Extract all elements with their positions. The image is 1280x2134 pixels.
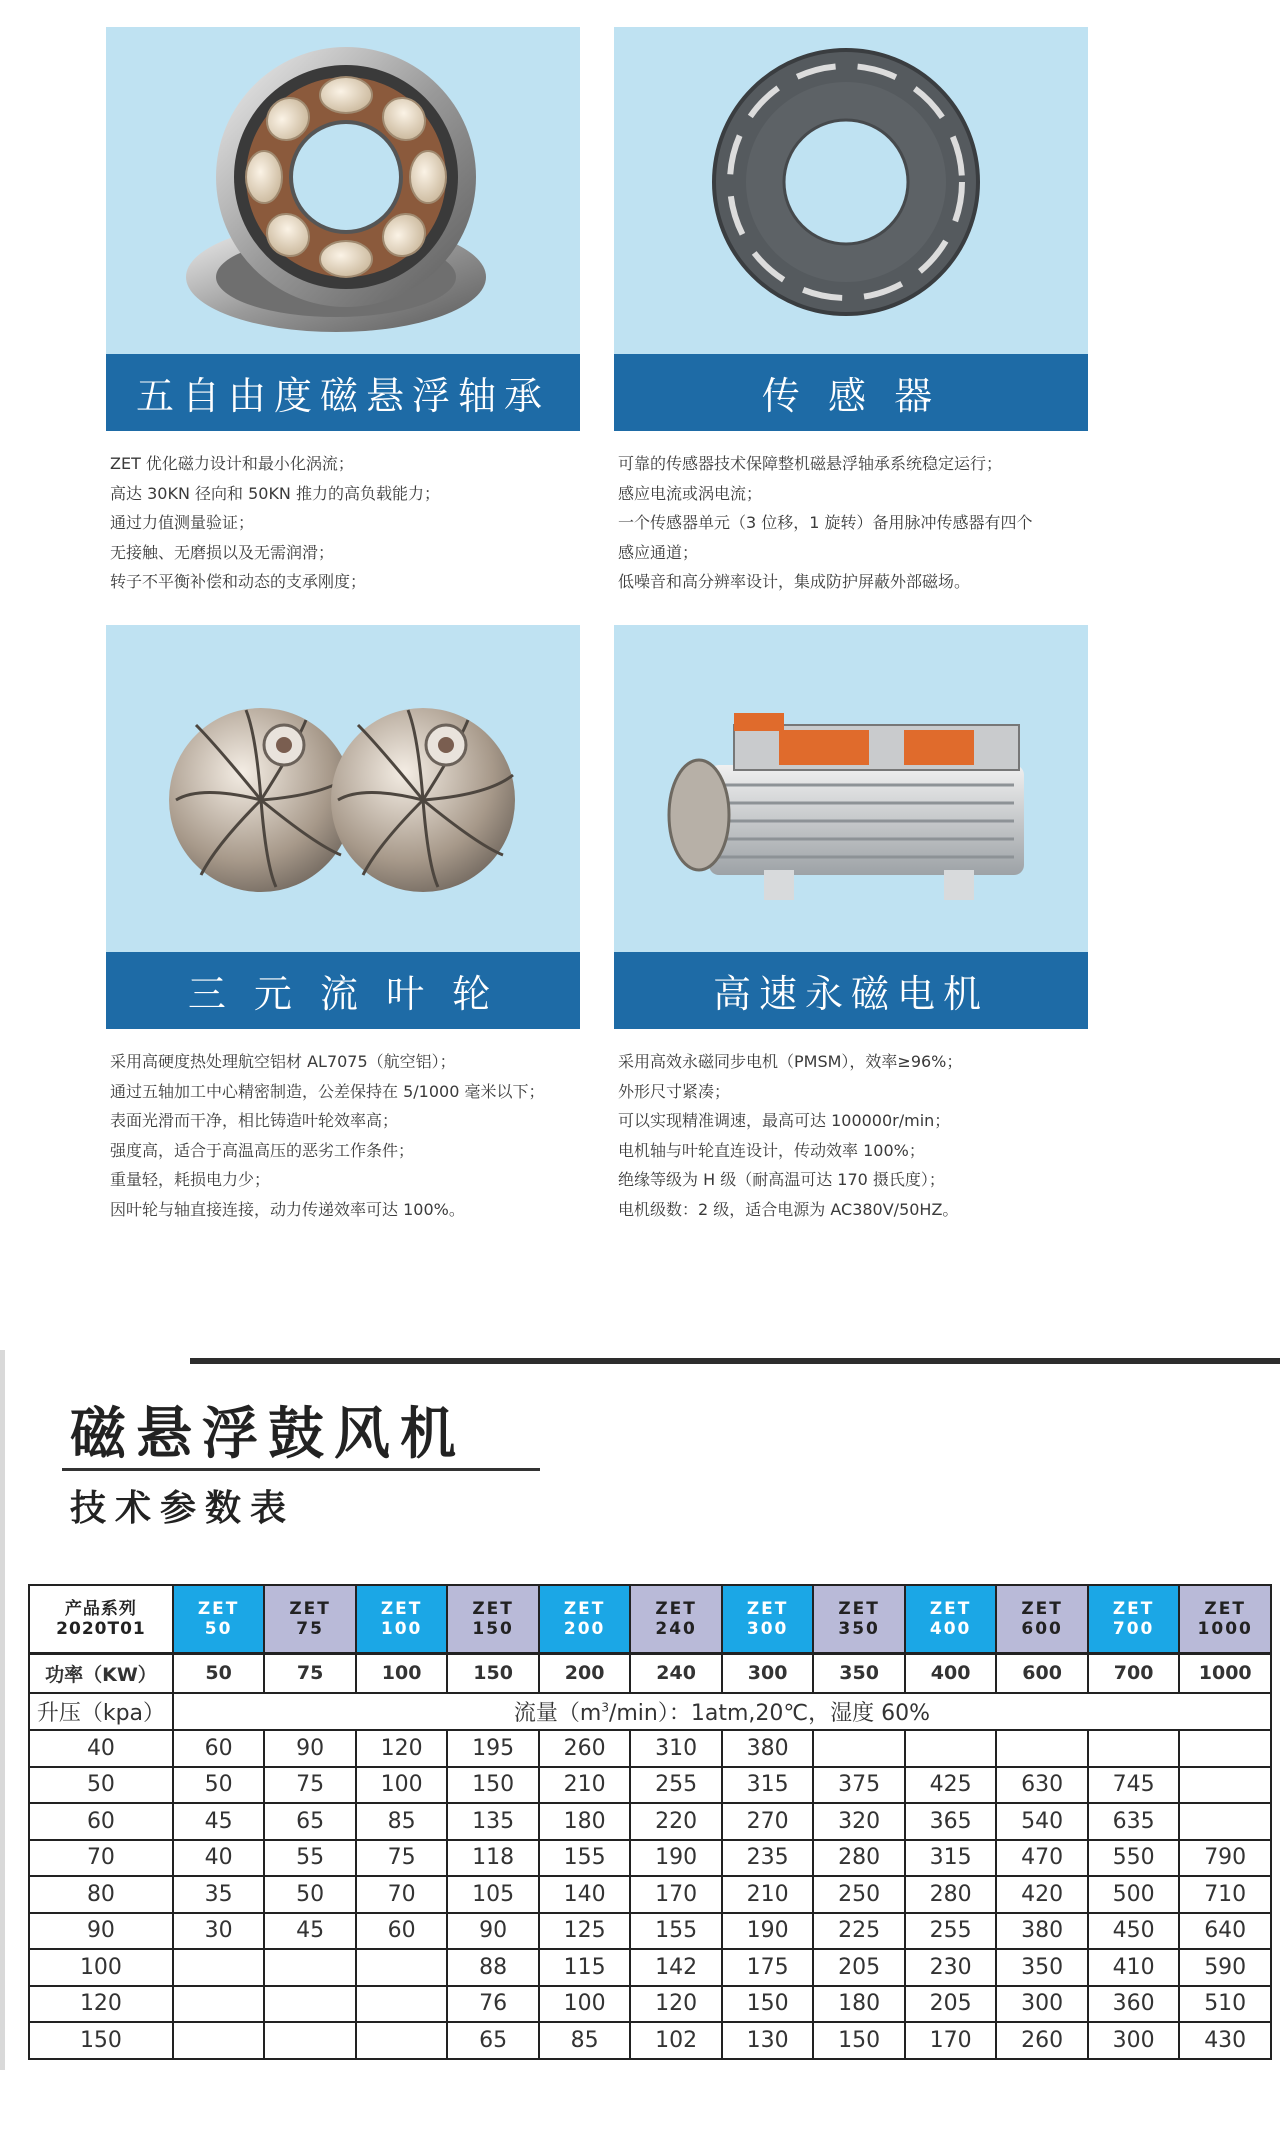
flow-value: 360 — [1088, 1986, 1180, 2023]
flow-value: 50 — [173, 1767, 265, 1804]
model-header-cell — [356, 1585, 448, 1653]
flow-value: 710 — [1179, 1876, 1271, 1913]
flow-value: 300 — [996, 1986, 1088, 2023]
feature-line: 通过五轴加工中心精密制造，公差保持在 5/1000 毫米以下； — [110, 1081, 545, 1101]
flow-label-text: 流量（m — [513, 1701, 602, 1726]
model-header-cell — [264, 1585, 356, 1653]
flow-value: 150 — [813, 2022, 905, 2059]
flow-value: 50 — [264, 1876, 356, 1913]
flow-value — [1179, 1803, 1271, 1840]
flow-value: 75 — [264, 1767, 356, 1804]
flow-value: 45 — [264, 1913, 356, 1950]
flow-value: 380 — [722, 1730, 814, 1767]
power-value: 50 — [173, 1653, 265, 1693]
spec-section — [0, 1340, 1280, 2134]
feature-card-motor — [614, 625, 1088, 1224]
feature-card-sensor — [614, 27, 1088, 597]
model-header-cell — [996, 1585, 1088, 1653]
left-accent-bar — [0, 1350, 5, 2070]
flow-value: 260 — [539, 1730, 631, 1767]
series-code: 2020T01 — [56, 1618, 146, 1639]
title-underline — [62, 1468, 540, 1471]
flow-value — [173, 1949, 265, 1986]
flow-value: 40 — [173, 1840, 265, 1877]
flow-value: 375 — [813, 1767, 905, 1804]
model-number: 50 — [204, 1618, 233, 1639]
flow-value: 100 — [356, 1767, 448, 1804]
flow-value — [356, 1949, 448, 1986]
flow-value: 190 — [630, 1840, 722, 1877]
feature-description — [106, 1029, 580, 1224]
impeller-image — [106, 625, 580, 952]
magnetic-bearing-image — [106, 27, 580, 354]
power-value: 75 — [264, 1653, 356, 1693]
flow-value: 120 — [630, 1986, 722, 2023]
flow-value: 470 — [996, 1840, 1088, 1877]
model-number: 240 — [655, 1618, 697, 1639]
feature-line: 无接触、无磨损以及无需润滑； — [110, 542, 335, 562]
flow-value: 315 — [905, 1840, 997, 1877]
flow-value — [813, 1730, 905, 1767]
pressure-value: 90 — [29, 1913, 173, 1950]
model-brand: ZET — [289, 1598, 331, 1619]
spec-table — [28, 1584, 1272, 2060]
flow-value: 76 — [447, 1986, 539, 2023]
feature-line: 强度高，适合于高温高压的恶劣工作条件； — [110, 1140, 415, 1160]
model-header-cell — [813, 1585, 905, 1653]
flow-value: 75 — [356, 1840, 448, 1877]
flow-value: 155 — [630, 1913, 722, 1950]
flow-value: 170 — [905, 2022, 997, 2059]
feature-card-impeller — [106, 625, 580, 1224]
page-title: 磁悬浮鼓风机 — [70, 1402, 466, 1467]
table-row — [29, 1767, 1271, 1804]
model-brand: ZET — [380, 1598, 423, 1619]
table-row — [29, 1803, 1271, 1840]
series-label: 产品系列 — [64, 1598, 137, 1619]
flow-value: 300 — [1088, 2022, 1180, 2059]
flow-value: 170 — [630, 1876, 722, 1913]
model-header-row — [29, 1585, 1271, 1653]
flow-value: 30 — [173, 1913, 265, 1950]
flow-value: 150 — [722, 1986, 814, 2023]
flow-value — [356, 1986, 448, 2023]
flow-value: 425 — [905, 1767, 997, 1804]
model-number: 700 — [1112, 1618, 1155, 1639]
flow-value — [356, 2022, 448, 2059]
flow-value: 120 — [356, 1730, 448, 1767]
flow-value: 350 — [996, 1949, 1088, 1986]
flow-value: 745 — [1088, 1767, 1180, 1804]
pm-motor-image — [614, 625, 1088, 952]
model-number: 75 — [296, 1618, 324, 1639]
pressure-value: 70 — [29, 1840, 173, 1877]
sensor-ring-image — [614, 27, 1088, 354]
model-header-cell — [173, 1585, 265, 1653]
table-row — [29, 1840, 1271, 1877]
flow-value: 255 — [905, 1913, 997, 1950]
feature-line: 采用高硬度热处理航空铝材 AL7075（航空铝）； — [110, 1052, 456, 1071]
model-brand: ZET — [1204, 1598, 1246, 1619]
model-brand: ZET — [746, 1598, 789, 1619]
flow-label-unit: /min）：1atm,20℃，湿度 60% — [608, 1701, 930, 1726]
flow-value: 790 — [1179, 1840, 1271, 1877]
flow-value — [173, 2022, 265, 2059]
model-header-cell — [447, 1585, 539, 1653]
flow-value: 175 — [722, 1949, 814, 1986]
feature-title: 传 感 器 — [614, 354, 1088, 431]
pressure-value: 80 — [29, 1876, 173, 1913]
flow-value: 135 — [447, 1803, 539, 1840]
model-number: 350 — [838, 1618, 880, 1639]
model-number: 150 — [472, 1618, 514, 1639]
flow-value: 210 — [539, 1767, 631, 1804]
flow-value: 280 — [813, 1840, 905, 1877]
flow-value: 118 — [447, 1840, 539, 1877]
top-divider — [190, 1358, 1280, 1364]
feature-line: 感应电流或涡电流； — [618, 483, 763, 503]
flow-value: 115 — [539, 1949, 631, 1986]
model-header-cell — [1088, 1585, 1180, 1653]
table-row — [29, 1913, 1271, 1950]
feature-description — [614, 431, 1088, 597]
power-label: 功率（KW） — [29, 1653, 173, 1693]
flow-value: 420 — [996, 1876, 1088, 1913]
flow-value: 150 — [447, 1767, 539, 1804]
model-number: 400 — [929, 1618, 972, 1639]
feature-line: 可靠的传感器技术保障整机磁悬浮轴承系统稳定运行； — [618, 454, 1003, 473]
table-row — [29, 2022, 1271, 2059]
power-value: 700 — [1088, 1653, 1180, 1693]
feature-card-bearing — [106, 27, 580, 597]
flow-value: 230 — [905, 1949, 997, 1986]
feature-line: 表面光滑而干净，相比铸造叶轮效率高； — [110, 1111, 399, 1130]
pressure-value: 60 — [29, 1803, 173, 1840]
model-number: 100 — [380, 1618, 423, 1639]
flow-value: 540 — [996, 1803, 1088, 1840]
model-brand: ZET — [655, 1598, 697, 1619]
flow-value: 90 — [447, 1913, 539, 1950]
flow-value: 270 — [722, 1803, 814, 1840]
section-subtitle: 技术参数表 — [70, 1488, 296, 1529]
flow-value: 35 — [173, 1876, 265, 1913]
flow-value: 310 — [630, 1730, 722, 1767]
pressure-value: 50 — [29, 1767, 173, 1804]
feature-line: ZET 优化磁力设计和最小化涡流； — [110, 454, 354, 473]
model-header-cell — [1179, 1585, 1271, 1653]
flow-value — [264, 1949, 356, 1986]
flow-value — [1179, 1730, 1271, 1767]
flow-value: 220 — [630, 1803, 722, 1840]
flow-value: 320 — [813, 1803, 905, 1840]
power-value: 150 — [447, 1653, 539, 1693]
flow-value: 195 — [447, 1730, 539, 1767]
flow-value — [173, 1986, 265, 2023]
flow-value: 190 — [722, 1913, 814, 1950]
flow-value: 90 — [264, 1730, 356, 1767]
flow-value: 85 — [539, 2022, 631, 2059]
flow-value: 70 — [356, 1876, 448, 1913]
flow-value: 550 — [1088, 1840, 1180, 1877]
flow-value: 380 — [996, 1913, 1088, 1950]
flow-value: 255 — [630, 1767, 722, 1804]
flow-value: 155 — [539, 1840, 631, 1877]
flow-value: 410 — [1088, 1949, 1180, 1986]
flow-value: 85 — [356, 1803, 448, 1840]
flow-value: 365 — [905, 1803, 997, 1840]
flow-value: 205 — [905, 1986, 997, 2023]
feature-line: 因叶轮与轴直接连接，动力传递效率可达 100%。 — [110, 1199, 465, 1219]
feature-line: 一个传感器单元（3 位移，1 旋转）备用脉冲传感器有四个 — [618, 513, 1033, 532]
power-value: 600 — [996, 1653, 1088, 1693]
feature-line: 采用高效永磁同步电机（PMSM），效率≥96%； — [618, 1052, 963, 1071]
model-brand: ZET — [472, 1598, 514, 1619]
series-header-cell — [29, 1585, 173, 1653]
flow-value: 180 — [813, 1986, 905, 2023]
power-value: 200 — [539, 1653, 631, 1693]
flow-value: 100 — [539, 1986, 631, 2023]
power-value: 400 — [905, 1653, 997, 1693]
flow-value: 510 — [1179, 1986, 1271, 2023]
flow-value: 142 — [630, 1949, 722, 1986]
flow-label — [173, 1693, 1271, 1730]
flow-value: 45 — [173, 1803, 265, 1840]
flow-value: 180 — [539, 1803, 631, 1840]
power-value: 100 — [356, 1653, 448, 1693]
feature-line: 转子不平衡补偿和动态的支承刚度； — [110, 572, 367, 591]
feature-line: 可以实现精准调速，最高可达 100000r/min； — [618, 1111, 951, 1130]
feature-description — [106, 431, 580, 597]
feature-title: 三 元 流 叶 轮 — [106, 952, 580, 1029]
feature-line: 感应通道； — [618, 542, 699, 562]
model-number: 300 — [746, 1618, 789, 1639]
power-row — [29, 1653, 1271, 1693]
table-row — [29, 1986, 1271, 2023]
flow-value: 130 — [722, 2022, 814, 2059]
model-header-cell — [905, 1585, 997, 1653]
model-brand: ZET — [197, 1598, 240, 1619]
flow-value: 65 — [264, 1803, 356, 1840]
feature-line: 电机轴与叶轮直连设计，传动效率 100%； — [618, 1140, 925, 1160]
flow-value: 250 — [813, 1876, 905, 1913]
power-value: 300 — [722, 1653, 814, 1693]
flow-value — [264, 1986, 356, 2023]
table-row — [29, 1730, 1271, 1767]
model-number: 600 — [1021, 1618, 1063, 1639]
flow-header-row — [29, 1693, 1271, 1730]
flow-value — [264, 2022, 356, 2059]
flow-value: 590 — [1179, 1949, 1271, 1986]
flow-value: 140 — [539, 1876, 631, 1913]
flow-value: 640 — [1179, 1913, 1271, 1950]
feature-line: 低噪音和高分辨率设计，集成防护屏蔽外部磁场。 — [618, 572, 971, 591]
flow-value — [1179, 1767, 1271, 1804]
power-value: 350 — [813, 1653, 905, 1693]
flow-value: 225 — [813, 1913, 905, 1950]
model-number: 1000 — [1197, 1618, 1253, 1639]
model-brand: ZET — [1112, 1598, 1155, 1619]
flow-value: 125 — [539, 1913, 631, 1950]
flow-value: 430 — [1179, 2022, 1271, 2059]
flow-value — [905, 1730, 997, 1767]
power-value: 240 — [630, 1653, 722, 1693]
flow-label-sup: 3 — [601, 1700, 609, 1715]
model-brand: ZET — [1021, 1598, 1063, 1619]
model-brand: ZET — [563, 1598, 606, 1619]
feature-line: 高达 30KN 径向和 50KN 推力的高负载能力； — [110, 483, 440, 503]
model-header-cell — [539, 1585, 631, 1653]
flow-value — [996, 1730, 1088, 1767]
flow-value: 500 — [1088, 1876, 1180, 1913]
flow-value: 450 — [1088, 1913, 1180, 1950]
pressure-label: 升压（kpa） — [29, 1693, 173, 1730]
feature-title: 五自由度磁悬浮轴承 — [106, 354, 580, 431]
pressure-value: 40 — [29, 1730, 173, 1767]
flow-value: 635 — [1088, 1803, 1180, 1840]
feature-title: 高速永磁电机 — [614, 952, 1088, 1029]
model-brand: ZET — [929, 1598, 972, 1619]
feature-line: 外形尺寸紧凑； — [618, 1081, 731, 1101]
flow-value — [1088, 1730, 1180, 1767]
model-header-cell — [630, 1585, 722, 1653]
flow-value: 630 — [996, 1767, 1088, 1804]
flow-value: 260 — [996, 2022, 1088, 2059]
feature-line: 重量轻，耗损电力少； — [110, 1170, 271, 1189]
flow-value: 88 — [447, 1949, 539, 1986]
flow-value: 235 — [722, 1840, 814, 1877]
flow-value: 105 — [447, 1876, 539, 1913]
feature-description — [614, 1029, 1088, 1224]
feature-line: 通过力值测量验证； — [110, 513, 255, 532]
pressure-value: 120 — [29, 1986, 173, 2023]
flow-value: 315 — [722, 1767, 814, 1804]
table-row — [29, 1876, 1271, 1913]
model-brand: ZET — [838, 1598, 880, 1619]
flow-value: 65 — [447, 2022, 539, 2059]
spec-table-body — [29, 1730, 1271, 2059]
flow-value: 55 — [264, 1840, 356, 1877]
pressure-value: 150 — [29, 2022, 173, 2059]
model-number: 200 — [563, 1618, 606, 1639]
power-value: 1000 — [1179, 1653, 1271, 1693]
feature-line: 绝缘等级为 H 级（耐高温可达 170 摄氏度）； — [618, 1170, 945, 1189]
table-row — [29, 1949, 1271, 1986]
model-header-cell — [722, 1585, 814, 1653]
flow-value: 210 — [722, 1876, 814, 1913]
flow-value: 60 — [356, 1913, 448, 1950]
feature-line: 电机级数：2 级，适合电源为 AC380V/50HZ。 — [618, 1199, 959, 1219]
flow-value: 60 — [173, 1730, 265, 1767]
flow-value: 205 — [813, 1949, 905, 1986]
pressure-value: 100 — [29, 1949, 173, 1986]
flow-value: 102 — [630, 2022, 722, 2059]
flow-value: 280 — [905, 1876, 997, 1913]
